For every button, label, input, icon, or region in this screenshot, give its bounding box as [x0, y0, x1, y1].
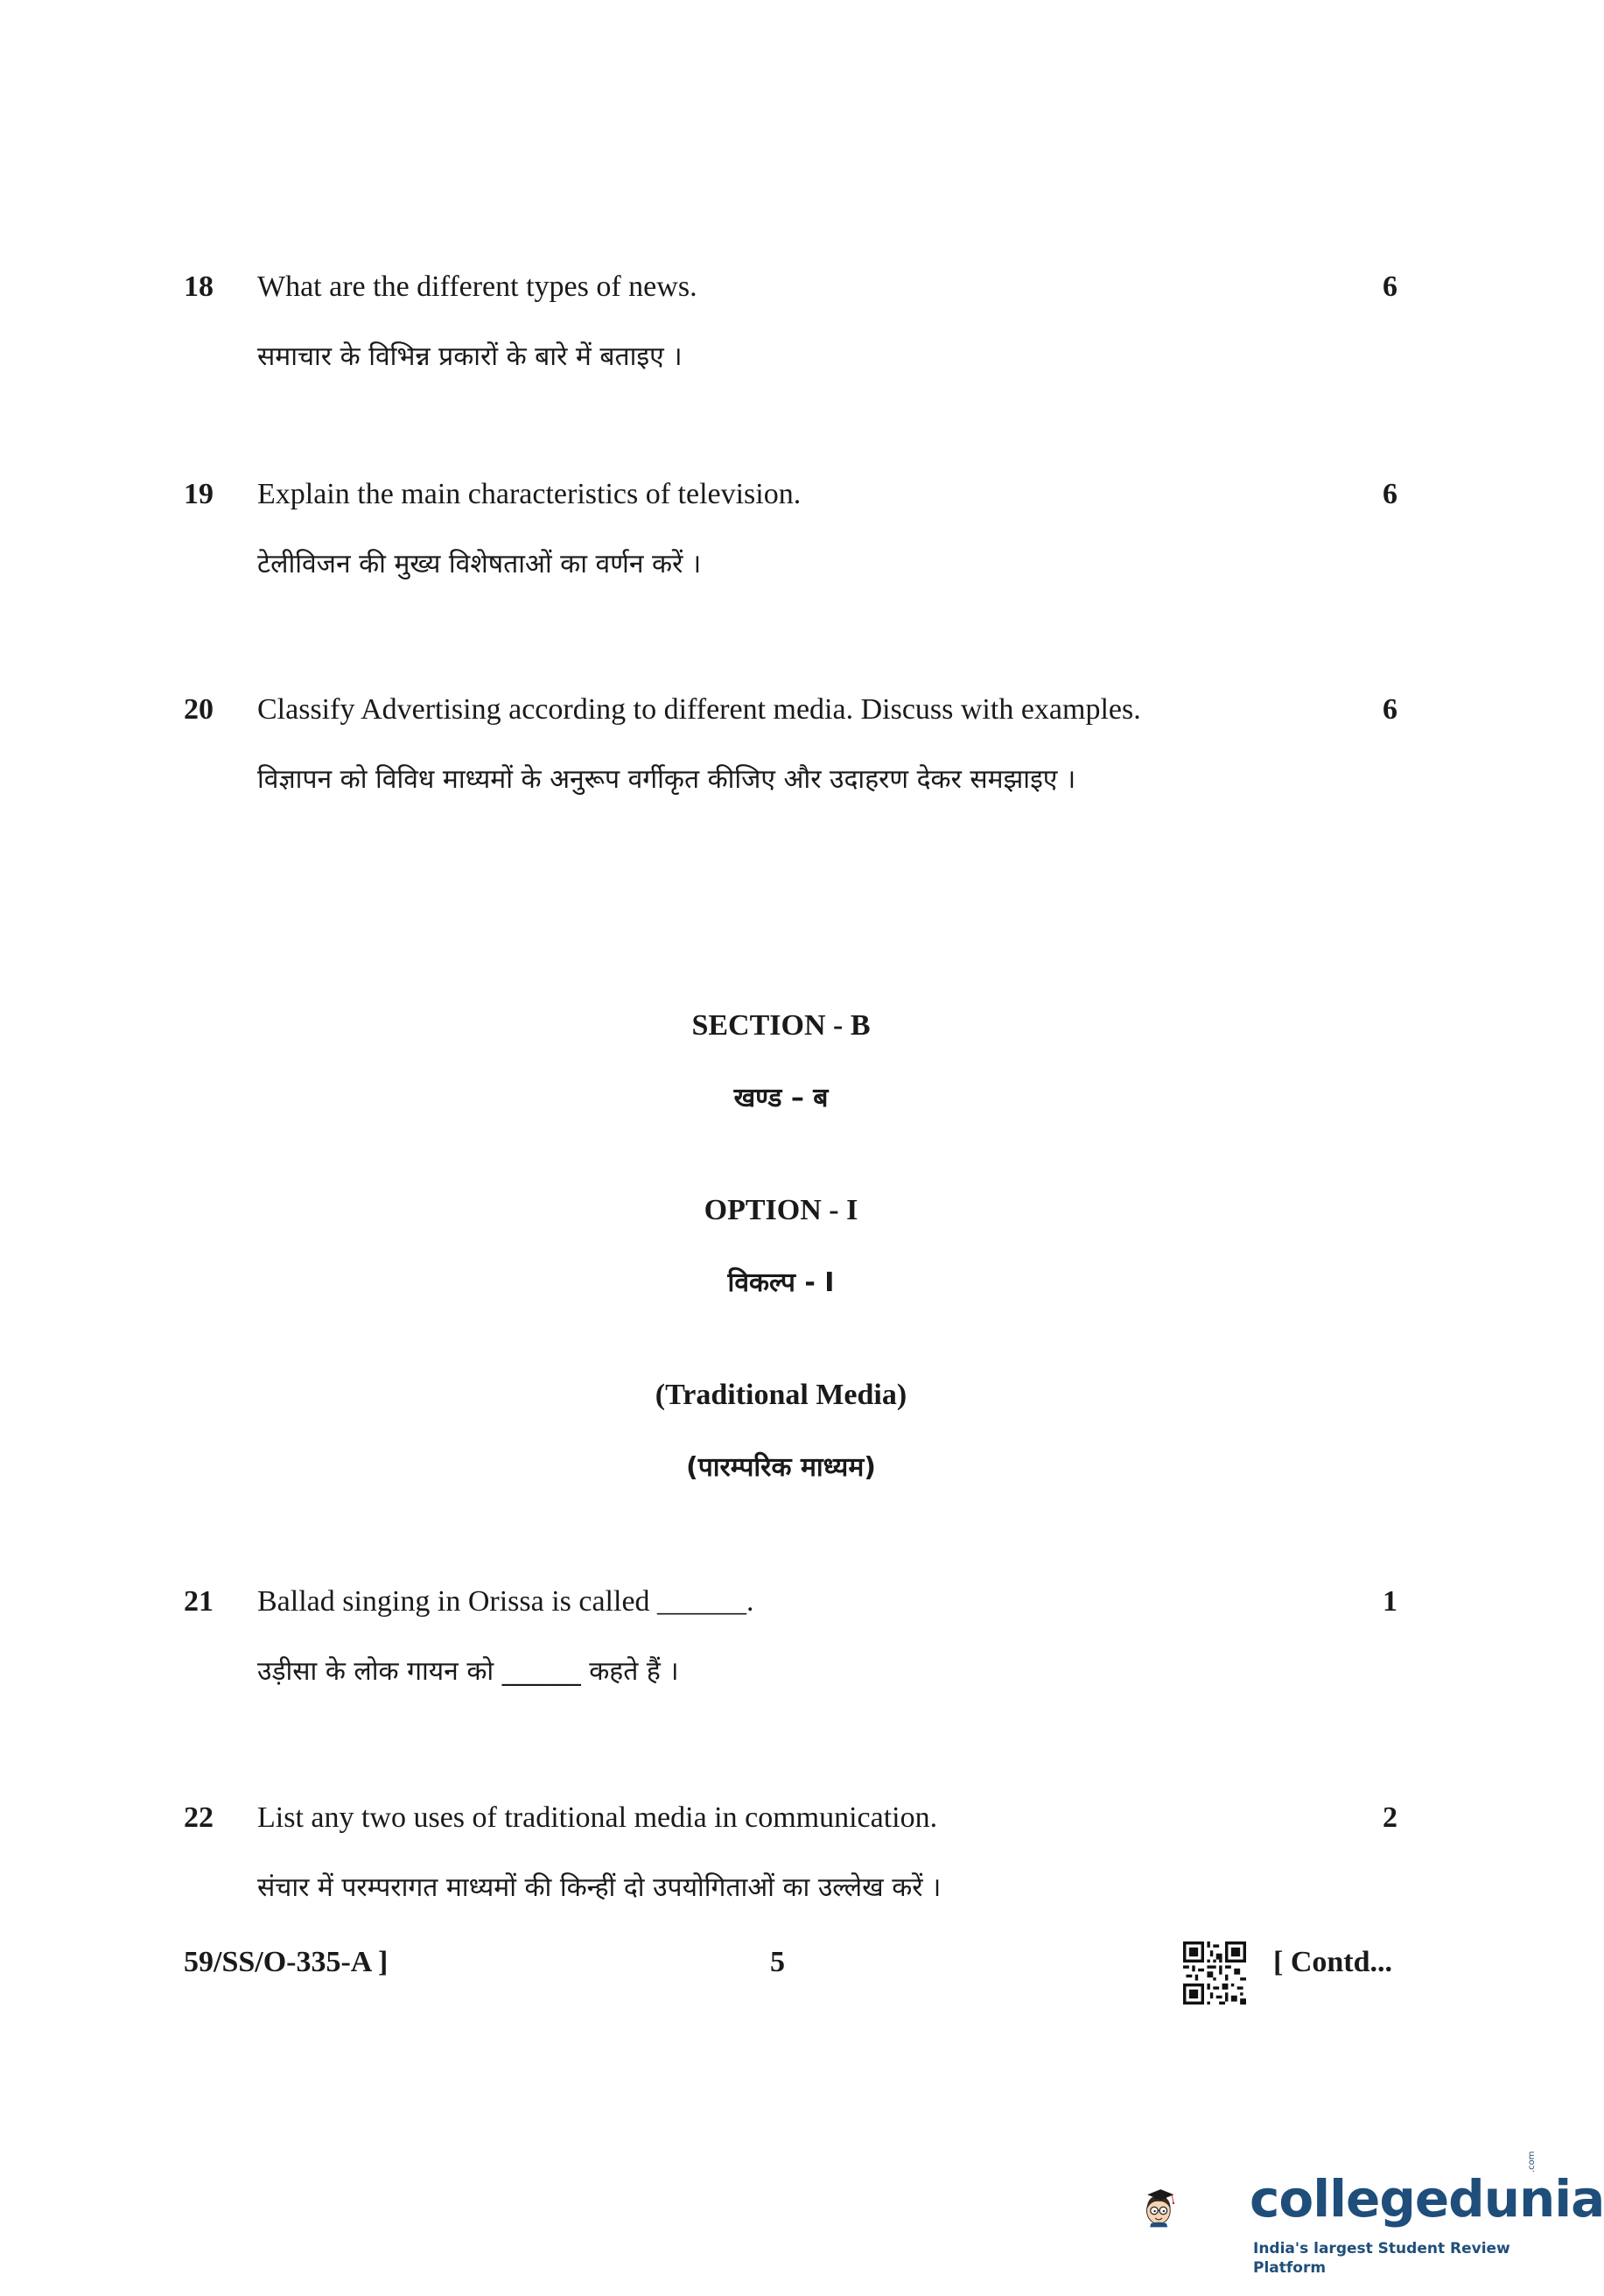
question-marks: 6	[1383, 478, 1397, 510]
collegedunia-logo-suffix: .com	[1527, 2151, 1537, 2173]
question-text-english: List any two uses of traditional media in communication.	[257, 1801, 938, 1834]
question-text-english: Explain the main characteristics of television.	[257, 478, 802, 510]
question-number: 22	[184, 1801, 214, 1834]
question-marks: 6	[1383, 270, 1397, 303]
question-text-english: What are the different types of news.	[257, 270, 697, 303]
subject-title-hindi: (पारम्परिक माध्यम)	[686, 1452, 876, 1483]
question-text-english: Classify Advertising according to different media. Discuss with examples.	[257, 693, 1141, 726]
option-title-hindi: विकल्प - I	[727, 1267, 835, 1298]
paper-code: 59/SS/O-335-A ]	[184, 1946, 389, 1978]
collegedunia-logo-text: collegedunia	[1250, 2169, 1604, 2229]
subject-title-english: (Traditional Media)	[655, 1379, 907, 1411]
question-number: 19	[184, 478, 214, 510]
section-title-hindi: खण्ड – ब	[733, 1083, 829, 1113]
question-text-hindi: उड़ीसा के लोक गायन को ______ कहते हैं ।	[257, 1656, 679, 1687]
question-text-hindi: संचार में परम्परागत माध्यमों की किन्हीं दो उपयोगिताओं का उल्लेख करें ।	[257, 1872, 942, 1903]
question-number: 20	[184, 693, 214, 726]
question-text-hindi: समाचार के विभिन्न प्रकारों के बारे में बताइए ।	[257, 341, 683, 372]
question-marks: 6	[1383, 693, 1397, 726]
question-marks: 2	[1383, 1801, 1397, 1834]
page-number: 5	[770, 1946, 785, 1978]
collegedunia-mascot-icon	[1142, 2136, 1264, 2276]
question-text-hindi: टेलीविजन की मुख्य विशेषताओं का वर्णन करें ।	[257, 549, 702, 579]
question-marks: 1	[1383, 1585, 1397, 1618]
question-number: 21	[184, 1585, 214, 1618]
option-title-english: OPTION - I	[704, 1194, 858, 1226]
question-text-hindi: विज्ञापन को विविध माध्यमों के अनुरूप वर्गीकृत कीजिए और उदाहरण देकर समझाइए ।	[257, 764, 1076, 795]
qr-code-icon	[1183, 1941, 1246, 2005]
question-number: 18	[184, 270, 214, 303]
continued-label: [ Contd...	[1273, 1946, 1393, 1978]
collegedunia-tagline: India's largest Student Review Platform	[1253, 2240, 1510, 2277]
question-text-english: Ballad singing in Orissa is called ______.	[257, 1585, 754, 1618]
section-title-english: SECTION - B	[691, 1009, 871, 1042]
